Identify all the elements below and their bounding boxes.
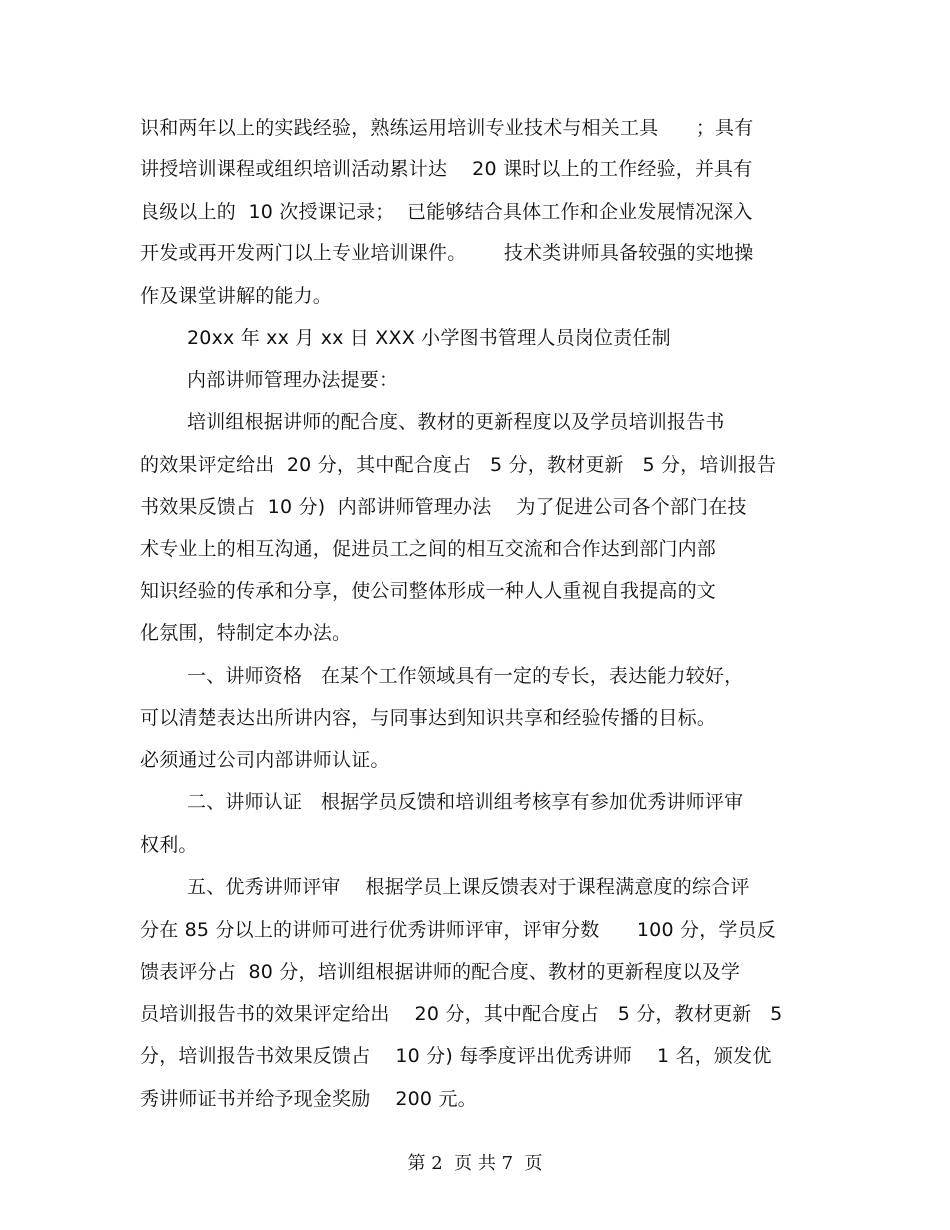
text-line: 知识经验的传承和分享，使公司整体形成一种人人重视自我提高的文 <box>140 580 717 602</box>
text-line: 培训组根据讲师的配合度、教材的更新程度以及学员培训报告书 <box>187 411 725 433</box>
text-line: 分，培训报告书效果反馈占 10 分) 每季度评出优秀讲师 1 名，颁发优 <box>140 1045 772 1067</box>
text-line: 讲授培训课程或组织培训活动累计达 20 课时以上的工作经验，并具有 <box>140 158 753 180</box>
section-heading: 内部讲师管理办法提要： <box>187 369 399 391</box>
text-line: 书效果反馈占 10 分) 内部讲师管理办法 为了促进公司各个部门在技 <box>140 496 747 518</box>
text-line: 五、优秀讲师评审 根据学员上课反馈表对于课程满意度的综合评 <box>187 876 750 898</box>
text-line: 作及课堂讲解的能力。 <box>140 285 333 307</box>
text-line: 术专业上的相互沟通，促进员工之间的相互交流和合作达到部门内部 <box>140 538 717 560</box>
text-line: 二、讲师认证 根据学员反馈和培训组考核享有参加优秀讲师评审 <box>187 791 744 813</box>
text-line: 良级以上的 10 次授课记录； 已能够结合具体工作和企业发展情况深入 <box>140 201 753 223</box>
text-line: 一、讲师资格 在某个工作领域具有一定的专长，表达能力较好， <box>187 665 744 687</box>
text-line: 可以清楚表达出所讲内容，与同事达到知识共享和经验传播的目标。 <box>140 707 717 729</box>
text-line: 的效果评定给出 20 分，其中配合度占 5 分，教材更新 5 分，培训报告 <box>140 454 777 476</box>
text-line: 必须通过公司内部讲师认证。 <box>140 749 390 771</box>
text-line: 秀讲师证书并给予现金奖励 200 元。 <box>140 1088 477 1110</box>
text-line: 20xx 年 xx 月 xx 日 XXX 小学图书管理人员岗位责任制 <box>187 327 671 349</box>
text-line: 分在 85 分以上的讲师可进行优秀讲师评审，评审分数 100 分，学员反 <box>140 919 776 941</box>
text-line: 权利。 <box>140 834 198 856</box>
text-line: 员培训报告书的效果评定给出 20 分，其中配合度占 5 分，教材更新 5 <box>140 1003 783 1025</box>
page-number: 第 2 页 共 7 页 <box>407 1153 543 1174</box>
text-line: 馈表评分占 80 分，培训组根据讲师的配合度、教材的更新程度以及学 <box>140 961 741 983</box>
text-line: 开发或再开发两门以上专业培训课件。 技术类讲师具备较强的实地操 <box>140 242 754 264</box>
text-line: 识和两年以上的实践经验，熟练运用培训专业技术与相关工具 ；具有 <box>140 117 754 139</box>
text-line: 化氛围，特制定本办法。 <box>140 622 352 644</box>
